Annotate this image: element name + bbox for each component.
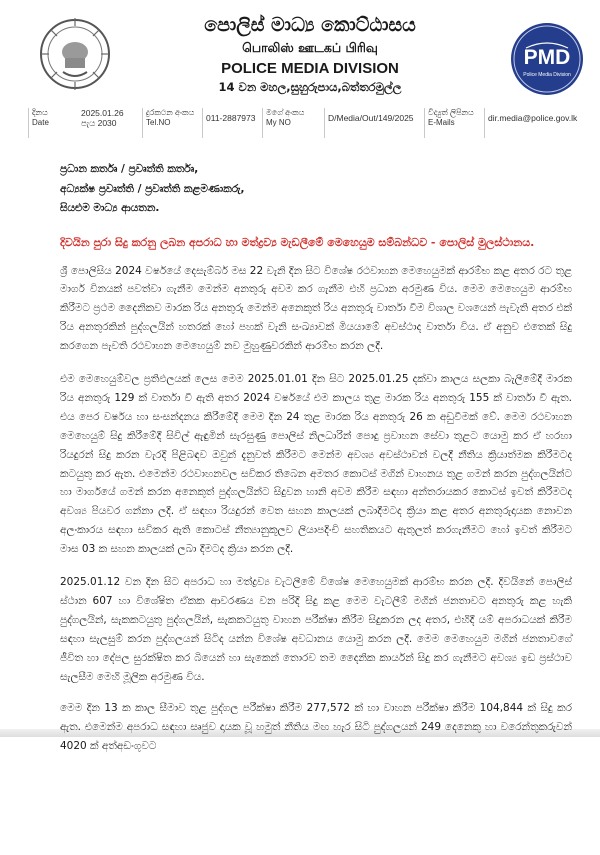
email-value-cell [484,108,594,138]
pmd-logo-text: PMD [523,46,571,69]
paragraph: 2025.01.12 වන දින සිට අපරාධ හා මත්ද්‍රව්‍ය වැටලීමේ විශේෂ මෙහෙයුමක් ආරම්භ කරන ලදී. දිවයිනේ පොලිස් ස්ථාන 607 හා විශේෂිත ඒකක ආවරණය වන පරිදි සිදු කළ මෙම වැටලීම් මගින් ජනතාවට අනතුරු කළ හැකි පුද්ගලයින්, සැකකටයුතු පුද්ගලයින්, සැකකටයුතු වාහන පරීක්ෂා කිරීම සිදුකරන ලද අතර, එහිදී යම් අපරාධයක් කිරීම සඳහා සැලසුම් කරන පුද්ගලයන් සිටිද යන්න විශේෂ අවධානය යොමු කරන ලදී. මෙම මෙහෙයුම මගින් ජනතාවගේ ජීවිත හා දේපල සුරක්ෂිත කර බියෙන් හා සැකෙන් තොරව තම දෛනික කාර්යන් සිදු කර ගැනීමට අවශ්‍ය ඉඩ ප්‍රස්ථාව සැලසීම මෙහි මූලික අරමුණ විය. [60,576,572,683]
paragraph: එම මෙහෙයුම්වල ප්‍රතිඵලයක් ලෙස මෙම 2025.01.01 දින සිට 2025.01.25 දක්වා කාලය සලකා බැලීමේදී මාරක රිය අනතුරු 129 ක් වාර්තා වී ඇති අතර 2024 වර්ෂයේ එම කාලය තුළ මාරක රිය අනතුරු 155 ක් වාර්තා වී ඇත. එය පෙර වර්ෂය හා සංසන්දනය කිරීමේදී මෙම දින 24 තුළ මාරක රිය අනතුරු 26 ක අඩුවීමක් වේ. මෙම රථවාහන මෙහෙයුම් සිදු කිරීමේදී සිවිල් ඇඳුමින් සැරසුණු පොලිස් නිලධාරින් පොදු ප්‍රවාහන සේවා තුළට යොමු කර ඒ හරහා රියදුරන් සිදු කරන වැරදි පිළිබඳව ඔවුන් දැනුවත් කිරීමට මෙන්ම අවශ්‍ය අවස්ථාවන් වලදී නීතිය ක්‍රියාත්මක කිරීමටද කටයුතු කර ඇත. එමෙන්ම රථවාහනවල සවිකර තිබෙන අමතර කොටස් මගින් වාහනය තුළ ගමන් කරන පුද්ගලයින්ට හා මාර්ගයේ ගමන් කරන අනෙකුත් පුද්ගලයින්ට සිදුවන හානි අවම කිරීම සඳහා අන්තරායකර කොටස් ඉවත් කිරීමටද අවශ්‍ය පියවර ගන්නා ලදී. ඒ සඳහා රියදුරන් වෙත සහන කාලයක් ලබාදීමටද ක්‍රියා කළ අතර අනතුරුදායක නොවන අලංකාරය සඳහා සවිකර ඇති කොටස් නීත්‍යානුකූලව ලියාපදිංචි සහතිකයට ඇතුලත් කරගැනීමට හෝ ඉවත් කිරීමට මාස 03 ක සහන කාලයක් ලබා දීමටද ක්‍රියා කරන ලදී. [60,373,572,556]
reference-row [28,108,594,138]
title-sinhala: පොලිස් මාධ්‍ය කොට්ඨාසය [204,14,416,36]
paragraph-continued: මෙම දින 13 ක කාල සීමාව තුළ පුද්ගල පරීක්ෂා කිරීම 277,572 ක් හා වාහන පරීක්ෂා කිරීම 104,844 ක් සිදු කර ඇත. එමෙන්ම අපරාධ සඳහා සෘජුව දායක වූ හමුත් නීතිය මඟ හැර සිටි පුද්ගලයන් 249 දෙනෙකු හා වරෙන්තුකරුවන් 4020 ක් අත්අඩංගුවට [60,702,572,752]
addressee-line: සියළුම මාධ්‍ය ආයතන. [60,202,160,214]
pmd-logo-subtext: Police Media Division [523,72,571,78]
subject-line: දිවයින පුරා සිදු කරනු ලබන අපරාධ හා මත්ද්‍රව්‍ය මැඩලීමේ මෙහෙයුම සම්බන්ධව - පොලිස් මුලස්ථානය. [60,235,535,249]
email-label-cell: විද්‍යුත් ලිපිනය E-Mails [424,108,484,138]
tel-label-cell: දුරකථන අංකය Tel.NO [142,108,202,138]
time-value: පැය 2030 [81,118,117,128]
letter-body [60,160,572,687]
date-value: 2025.01.26 [81,108,124,118]
email-value: dir.media@police.gov.lk [488,113,578,123]
date-value-cell [78,108,142,138]
addressee-line: අධ්‍යක්ෂ ප්‍රවෘත්ති / ප්‍රවෘත්ති කළමණාකරු, [60,182,245,195]
letterhead [0,0,600,100]
office-address: 14 වන මහල,සුහුරුපාය,බත්තරමුල්ල [218,80,402,94]
myno-value-cell [324,108,424,138]
pmd-logo-icon [508,20,586,98]
tel-value: 011-2887973 [206,113,256,123]
myno-value: D/Media/Out/149/2025 [328,113,414,123]
myno-label-cell: මගේ අංකය My NO [262,108,324,138]
title-english: POLICE MEDIA DIVISION [221,60,399,77]
title-tamil: பொலிஸ் ஊடகப் பிரிவு [242,40,378,55]
addressee-line: ප්‍රධාන කර්තෘ / ප්‍රවෘත්ති කර්තෘ, [60,163,199,175]
paragraph: ශ්‍රී පොලිසිය 2024 වර්ෂයේ දෙසැම්බර් මස 22 වැනි දින සිට විශේෂ රථවාහන මෙහෙයුමක් ආරම්භ කළ අතර රට තුළ මාර්ග විනයක් පවත්වා ගැනීම මෙන්ම අනතුරු අවම කර ගැනීම එහි ප්‍රධාන අරමුණ විය. මෙම මෙහෙයුම ආරම්භ කිරීමට ප්‍රථම දෛනිකව මාරක රිය අනතුරු මෙන්ම අනෙකුත් රිය අනතුරු වාර්තා වීම විශාල වශයෙන් පැවැති අතර එක් රිය අනතුරකින් පුද්ගලයින් හතරක් හෝ පහක් වැනි සංඛ්‍යාවක් මියයාමේ අවස්ථාද වාර්තා විය. ඒ අනුව එතෙක් සිදු කරගෙන පැවති රථවාහන මෙහෙයුම් නව මුහුණුවරකින් ආරම්භ කරන ලදී. [60,264,572,353]
tel-value-cell [202,108,262,138]
sri-lanka-police-emblem-icon [38,14,112,94]
date-label-cell: දිනය Date [28,108,78,138]
